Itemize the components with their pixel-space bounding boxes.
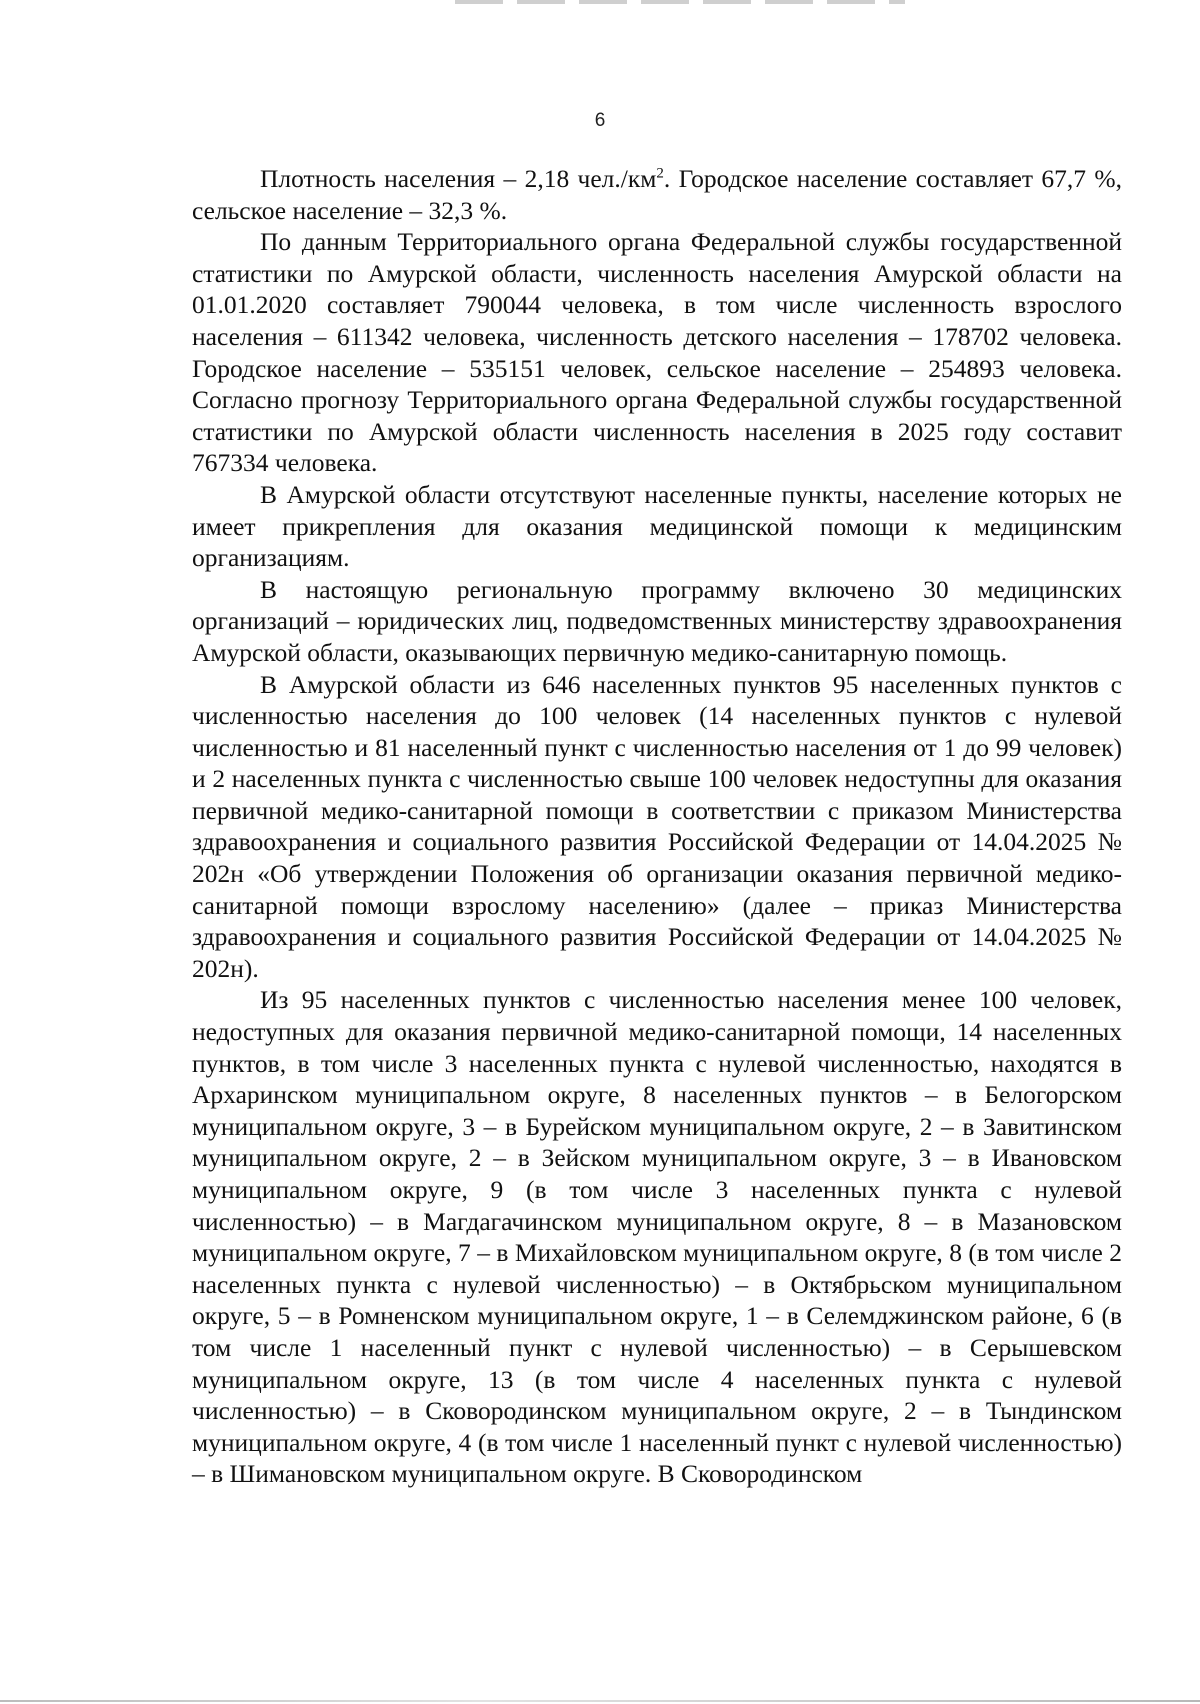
paragraph-organizations: В настоящую региональную программу включено 30 медицинских организаций – юридических лиц, подведомственных министерству здравоохранения Амурской области, оказывающих первичную медико-санитарную помощь.	[192, 574, 1122, 667]
scan-artifact-top	[455, 0, 905, 4]
body-text	[192, 163, 1122, 1490]
paragraph-attachment: В Амурской области отсутствуют населенные пункты, население которых не имеет прикрепления для оказания медицинской помощи к медицинским организациям.	[192, 479, 1122, 573]
paragraph-districts: Из 95 населенных пунктов с численностью населения менее 100 человек, недоступных для оказания первичной медико-санитарной помощи, 14 населенных пунктов, в том числе 3 населенных пункта с нулевой численностью, находятся в Архаринском муниципальном округе, 8 населенных пунктов – в Белогорском муниципальном округе, 3 – в Бурейском муниципальном округе, 2 – в Завитинском муниципальном округе, 2 – в Зейском муниципальном округе, 3 – в Ивановском муниципальном округе, 9 (в том числе 3 населенных пункта с нулевой численностью) – в Магдагачинском муниципальном округе, 8 – в Мазановском муниципальном округе, 7 – в Михайловском муниципальном округе, 8 (в том числе 2 населенных пункта с нулевой численностью) – в Октябрьском муниципальном округе, 5 – в Ромненском муниципальном округе, 1 – в Селемджинском районе, 6 (в том числе 1 населенный пункт с нулевой численностью) – в Серышевском муниципальном округе, 13 (в том числе 4 населенных пункта с нулевой численностью) – в Сковородинском муниципальном округе, 2 – в Тындинском муниципальном округе, 4 (в том числе 1 населенный пункт с нулевой численностью) – в Шимановском муниципальном округе. В Сковородинском	[192, 985, 1122, 1489]
density-text: Плотность населения – 2,18 чел./км	[260, 164, 657, 193]
paragraph-density	[192, 163, 1122, 226]
paragraph-settlements: В Амурской области из 646 населенных пунктов 95 населенных пунктов с численностью населения до 100 человек (14 населенных пунктов с нулевой численностью и 81 населенный пункт с численностью населения от 1 до 99 человек) и 2 населенных пункта с численностью свыше 100 человек недоступны для оказания первичной медико-санитарной помощи в соответствии с приказом Министерства здравоохранения и социального развития Российской Федерации от 14.04.2025 № 202н «Об утверждении Положения об организации оказания первичной медико-санитарной помощи взрослому населению» (далее – приказ Министерства здравоохранения и социального развития Российской Федерации от 14.04.2025 № 202н).	[192, 669, 1122, 983]
paragraph-population: По данным Территориального органа Федеральной службы государственной статистики по Амурской области, численность населения Амурской области на 01.01.2020 составляет 790044 человека, в том числе численность взрослого населения – 611342 человека, численность детского населения – 178702 человека. Городское население – 535151 человек, сельское население – 254893 человека. Согласно прогнозу Территориального органа Федеральной службы государственной статистики по Амурской области численность населения в 2025 году составит 767334 человека.	[192, 227, 1122, 478]
page-number: 6	[594, 110, 606, 131]
superscript: 2	[656, 165, 664, 182]
scan-edge-bottom	[0, 1700, 1200, 1702]
density-text-rest: . Городское население составляет 67,7 %, сельское население – 32,3 %.	[192, 164, 1122, 225]
